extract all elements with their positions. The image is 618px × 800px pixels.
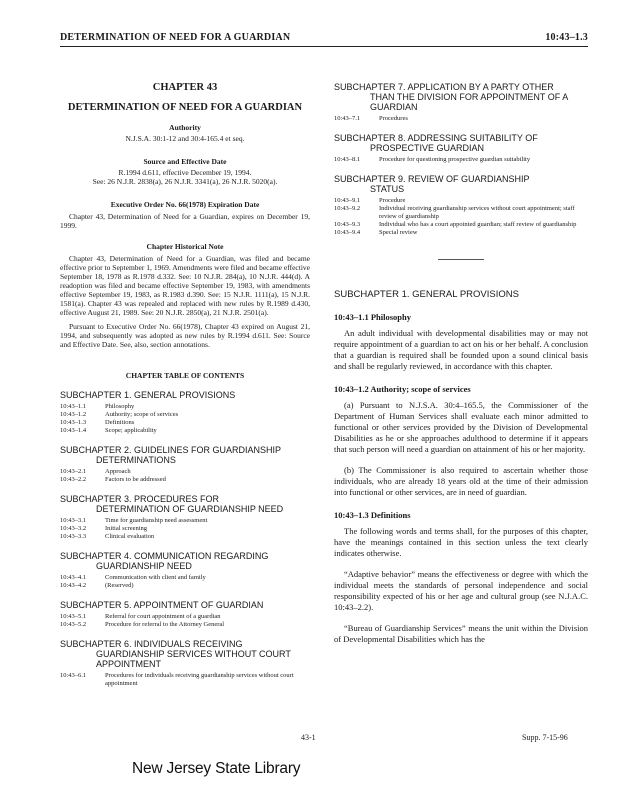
- toc-section-list: [334, 115, 408, 123]
- toc-subchapter-heading-line1: SUBCHAPTER 8. ADDRESSING SUITABILITY OF: [334, 133, 538, 143]
- toc-subchapter-heading-line2: GUARDIANSHIP SERVICES WITHOUT COURT APPOINTMENT: [96, 649, 291, 669]
- source-heading: Source and Effective Date: [143, 157, 227, 166]
- section-1-1-heading: 10:43–1.1 Philosophy: [334, 312, 411, 322]
- section-1-3-heading: 10:43–1.3 Definitions: [334, 510, 411, 520]
- toc-section-number: 10:43–9.3: [334, 221, 361, 228]
- running-head-title: DETERMINATION OF NEED FOR A GUARDIAN: [60, 32, 291, 43]
- toc-subchapter-heading-line2: PROSPECTIVE GUARDIAN: [370, 143, 485, 153]
- toc-section-title: Procedure for referral to the Attorney General: [105, 621, 225, 628]
- toc-subchapter-heading-line1: SUBCHAPTER 9. REVIEW OF GUARDIANSHIP: [334, 174, 530, 184]
- toc-section-list: [60, 574, 206, 590]
- toc-section-title: Procedures for individuals receiving guardianship services without court appointment: [105, 672, 294, 687]
- toc-section-number: 10:43–3.1: [60, 517, 87, 524]
- toc-section-row: [334, 156, 530, 164]
- source-line-2: See: 26 N.J.R. 2838(a), 26 N.J.R. 3341(a), 26 N.J.R. 5020(a).: [92, 177, 278, 186]
- authority-heading: Authority: [169, 123, 201, 132]
- toc-subchapter-heading: [60, 390, 310, 400]
- toc-section-list: [334, 156, 530, 164]
- toc-subchapter: [60, 494, 310, 541]
- toc-section-number: 10:43–2.1: [60, 468, 87, 475]
- right-column: [334, 60, 588, 645]
- toc-section-title: Factors to be addressed: [105, 476, 166, 483]
- supplement-date: Supp. 7-15-96: [522, 733, 568, 742]
- toc-subchapter-heading-line1: SUBCHAPTER 1. GENERAL PROVISIONS: [60, 390, 236, 400]
- toc-subchapter-heading: [60, 639, 310, 669]
- left-column: [60, 60, 310, 688]
- toc-section-title: Special review: [379, 229, 418, 236]
- toc-subchapter-heading-line1: SUBCHAPTER 3. PROCEDURES FOR: [60, 494, 220, 504]
- toc-section-row: [60, 672, 310, 688]
- toc-section-title: (Reserved): [105, 582, 134, 589]
- page-number: 43-1: [301, 733, 316, 742]
- toc-section-row: [334, 197, 588, 205]
- toc-subchapter-heading: [60, 600, 310, 610]
- toc-section-list: [60, 672, 310, 688]
- historical-note-p2: Pursuant to Executive Order No. 66(1978), Chapter 43 expired on August 21, 1994, and subsequently was adopted as new rules by R.1994 d.611. See: Source and Effective Date. See, also, section annotations.: [60, 322, 310, 349]
- toc-section-row: [60, 582, 206, 590]
- exec-order-heading: Executive Order No. 66(1978) Expiration Date: [110, 200, 260, 209]
- toc-section-list: [60, 613, 224, 629]
- toc-section-row: [60, 533, 207, 541]
- toc-subchapter: [334, 82, 588, 123]
- toc-subchapter-heading: [334, 174, 588, 194]
- toc-right: [334, 82, 588, 237]
- toc-subchapter-heading: [60, 445, 310, 465]
- toc-section-number: 10:43–5.1: [60, 613, 87, 620]
- toc-subchapter-heading-line2: DETERMINATIONS: [96, 455, 176, 465]
- toc-section-number: 10:43–3.3: [60, 533, 87, 540]
- toc-section-title: Time for guardianship need assessment: [105, 517, 208, 524]
- toc-section-number: 10:43–9.1: [334, 197, 361, 204]
- section-1-2-heading: 10:43–1.2 Authority; scope of services: [334, 384, 471, 394]
- library-watermark: New Jersey State Library: [132, 760, 301, 777]
- toc-subchapter-heading-line1: SUBCHAPTER 5. APPOINTMENT OF GUARDIAN: [60, 600, 264, 610]
- toc-subchapter: [60, 551, 310, 590]
- toc-section-number: 10:43–1.1: [60, 403, 87, 410]
- toc-section-title: Procedure: [379, 197, 406, 204]
- toc-section-row: [60, 427, 178, 435]
- toc-section-row: [334, 221, 588, 229]
- toc-subchapter-heading-line2: THAN THE DIVISION FOR APPOINTMENT OF A GUARDIAN: [370, 92, 568, 112]
- toc-section-number: 10:43–9.2: [334, 205, 361, 212]
- toc-subchapter-heading: [334, 82, 588, 112]
- toc-section-number: 10:43–5.2: [60, 621, 87, 628]
- section-1-2-a: (a) Pursuant to N.J.S.A. 30:4–165.5, the Commissioner of the Department of Human Services shall evaluate each minor admitted to functional or other services provided by the Division of Developmental Disabilities as he or she approaches adulthood to determine if it appears that such person will need a guardian on attainment of his or her majority.: [334, 400, 588, 454]
- toc-section-row: [60, 613, 224, 621]
- toc-subchapter-heading-line1: SUBCHAPTER 2. GUIDELINES FOR GUARDIANSHIP: [60, 445, 282, 455]
- header-rule: [60, 46, 588, 47]
- toc-section-row: [60, 517, 207, 525]
- toc-section-row: [334, 115, 408, 123]
- toc-subchapter-heading: [60, 494, 310, 514]
- toc-section-number: 10:43–2.2: [60, 476, 87, 483]
- toc-section-number: 10:43–4.1: [60, 574, 87, 581]
- toc-subchapter-heading-line1: SUBCHAPTER 7. APPLICATION BY A PARTY OTHER: [334, 82, 554, 92]
- toc-section-list: [60, 468, 166, 484]
- toc-section-row: [60, 621, 224, 629]
- toc-section-title: Clinical evaluation: [105, 533, 155, 540]
- toc-section-title: Authority; scope of services: [105, 411, 179, 418]
- historical-note-heading: Chapter Historical Note: [146, 242, 224, 251]
- toc-section-row: [60, 403, 178, 411]
- toc-section-number: 10:43–3.2: [60, 525, 87, 532]
- toc-subchapter-heading-line2: GUARDIANSHIP NEED: [96, 561, 192, 571]
- toc-section-number: 10:43–1.4: [60, 427, 87, 434]
- toc-section-title: Procedure for questioning prospective guardian suitability: [379, 156, 531, 163]
- toc-section-row: [334, 229, 588, 237]
- toc-section-row: [60, 574, 206, 582]
- toc-subchapter-heading-line2: STATUS: [370, 184, 405, 194]
- chapter-title: DETERMINATION OF NEED FOR A GUARDIAN: [67, 102, 303, 113]
- toc-subchapter: [334, 133, 588, 164]
- historical-note-p1: Chapter 43, Determination of Need for a Guardian, was filed and became effective prior to September 1, 1969. Amendments were filed and became effective September 18, 1978 as R.1978 d.332. See: 10 N.J.R. 284(a), 10 N.J.R. 444(d). A readoption was filed and became effective September 19, 1983, with amendments effective September 19, 1983, as R.1983 d.390. See: 15 N.J.R. 1111(a), 15 N.J.R. 1581(a). Chapter 43 was repealed and replaced with new rules by R.1989 d.430, effective August 21, 1989. See: 20 N.J.R. 2850(a), 21 N.J.R. 2501(a).: [60, 254, 310, 317]
- toc-section-number: 10:43–4.2: [60, 582, 87, 589]
- toc-title: CHAPTER TABLE OF CONTENTS: [125, 371, 245, 380]
- chapter-number: CHAPTER 43: [152, 82, 218, 93]
- toc-section-list: [334, 197, 588, 237]
- toc-section-number: 10:43–7.1: [334, 115, 361, 122]
- section-1-1-text: An adult individual with developmental disabilities may or may not require appointment of a guardian to act on his or her behalf. A conclusion that a guardian is required shall be founded upon a sound clinical basis and shall be regularly reviewed, in accordance with this chapter.: [334, 328, 588, 371]
- running-head-section: 10:43–1.3: [545, 32, 588, 43]
- toc-section-row: [60, 468, 166, 476]
- toc-subchapter: [60, 390, 310, 435]
- section-1-2-b: (b) The Commissioner is also required to ascertain whether those individuals, who are already 18 years old at the time of their admission into functional or other services, are in need of guardian.: [334, 465, 588, 497]
- toc-subchapter: [60, 445, 310, 484]
- toc-subchapter-heading: [334, 133, 588, 153]
- toc-section-title: Individual receiving guardianship services without court appointment; staff review of guardianship: [379, 205, 575, 220]
- toc-subchapter: [334, 174, 588, 237]
- toc-subchapter-heading-line1: SUBCHAPTER 6. INDIVIDUALS RECEIVING: [60, 639, 243, 649]
- section-divider: [438, 259, 484, 260]
- toc-left: [60, 390, 310, 688]
- toc-section-list: [60, 517, 207, 541]
- source-line-1: R.1994 d.611, effective December 19, 1994.: [118, 168, 252, 177]
- section-1-3-intro: The following words and terms shall, for the purposes of this chapter, have the meanings contained in this section unless the text clearly indicates otherwise.: [334, 526, 588, 558]
- toc-section-title: Individual who has a court appointed guardian; staff review of guardianship: [379, 221, 577, 228]
- toc-subchapter-heading: [60, 551, 310, 571]
- definition-adaptive-behavior: “Adaptive behavior” means the effectiveness or degree with which the individual meets the standards of personal independence and social responsibility expected of his or her age and cultural group (see N.J.A.C. 10:43–2.2).: [334, 569, 588, 612]
- toc-section-title: Communication with client and family: [105, 574, 206, 581]
- toc-section-title: Procedures: [379, 115, 408, 122]
- toc-section-row: [60, 419, 178, 427]
- toc-section-number: 10:43–9.4: [334, 229, 361, 236]
- toc-section-title: Initial screening: [105, 525, 148, 532]
- toc-subchapter: [60, 600, 310, 629]
- toc-subchapter-heading-line1: SUBCHAPTER 4. COMMUNICATION REGARDING: [60, 551, 269, 561]
- toc-section-number: 10:43–6.1: [60, 672, 87, 679]
- toc-section-row: [60, 411, 178, 419]
- toc-section-number: 10:43–8.1: [334, 156, 361, 163]
- toc-section-title: Approach: [105, 468, 131, 475]
- toc-section-number: 10:43–1.2: [60, 411, 87, 418]
- toc-section-title: Referral for court appointment of a guardian: [105, 613, 221, 620]
- toc-section-title: Scope; applicability: [105, 427, 157, 434]
- toc-section-row: [60, 525, 207, 533]
- definition-bureau-guardianship: “Bureau of Guardianship Services” means the unit within the Division of Developmental Disabilities which has the: [334, 623, 588, 644]
- toc-section-row: [334, 205, 588, 221]
- toc-section-list: [60, 403, 178, 435]
- exec-order-text: Chapter 43, Determination of Need for a Guardian, expires on December 19, 1999.: [60, 212, 310, 230]
- toc-section-row: [60, 476, 166, 484]
- toc-subchapter: [60, 639, 310, 688]
- toc-section-title: Definitions: [105, 419, 135, 426]
- toc-section-title: Philosophy: [105, 403, 135, 410]
- authority-text: N.J.S.A. 30:1-12 and 30:4-165.4 et seq.: [125, 134, 245, 143]
- toc-subchapter-heading-line2: DETERMINATION OF GUARDIANSHIP NEED: [96, 504, 284, 514]
- toc-section-number: 10:43–1.3: [60, 419, 87, 426]
- running-head: [60, 32, 588, 46]
- subchapter-1-heading: SUBCHAPTER 1. GENERAL PROVISIONS: [334, 289, 519, 300]
